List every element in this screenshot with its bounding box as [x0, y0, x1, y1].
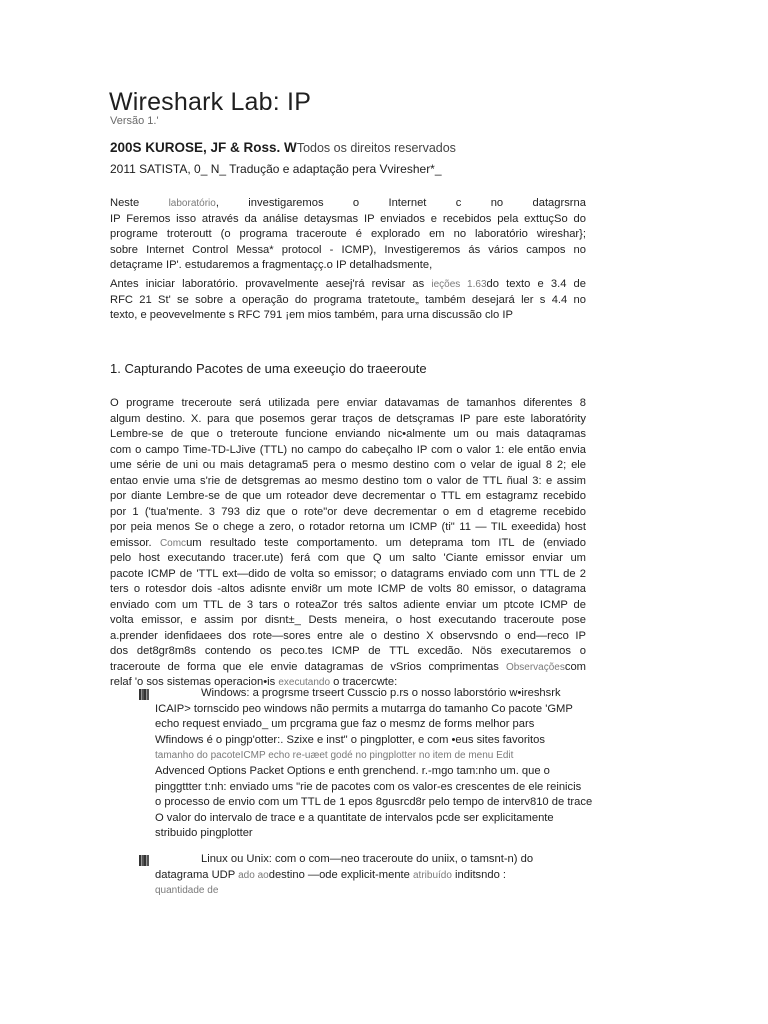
text-line [110, 227, 586, 243]
text-line [155, 811, 598, 827]
text-line [110, 660, 586, 676]
text-segment: Linux ou Unix: com o com—neo traceroute do uniix, o tamsnt-n) do [201, 853, 534, 865]
text-segment: Neste [110, 197, 169, 209]
text-segment: stribuido pingplotter [155, 827, 253, 840]
text-line [155, 780, 598, 796]
text-line [155, 883, 598, 899]
text-line [155, 795, 598, 811]
text-segment: ieções 1.63 [431, 279, 487, 290]
windows-list-item [155, 686, 598, 842]
text-segment: entao envie uma s'rie de detsgremas ao mesmo destino tom o valor de TTL ñual 3: e assim [110, 474, 586, 487]
text-line [110, 212, 586, 228]
text-line [110, 396, 586, 412]
text-segment: um resultado teste comportamento. um deteprama tom ITL de (enviado [186, 536, 586, 549]
text-line [110, 243, 586, 259]
text-line [110, 489, 586, 505]
intro-paragraph-1 [110, 196, 586, 274]
text-line [155, 868, 598, 884]
text-segment: o tracercwte: [330, 676, 398, 688]
text-segment: Advenced Options Packet Options e enth grenchend. r.-mgo tam:nho um. que o [155, 764, 550, 777]
copyright-faded: Todos os direitos reservados [296, 141, 456, 155]
text-line [155, 748, 598, 764]
text-segment: por peia menos Se o chege a zero, o rotador retorna um ICMP (ti" 11 — TIL exeedida) host [110, 521, 586, 533]
text-segment: enviado com um TTL de 3 tars o roteaZor trés saltos adiente enviar um ptcote ICMP de [110, 598, 586, 611]
text-segment: ICAIP> tornscido peo windows não permits a mutarrga do tamanho Co pacote 'GMP [155, 702, 573, 715]
bullet-icon [139, 689, 149, 700]
text-segment: pacote ICMP de 'TTL ext—dido de volta so emissor; o datagrams enviado com unn TTL de 2 [110, 567, 586, 580]
text-segment: ICMP echo re-uæet godé no pingplotter no item de menu Edit [240, 750, 514, 762]
text-line [110, 613, 586, 629]
text-segment: o processo de envio com um TTL de 1 epos 8gusrcd8r pelo tempo de interv810 de trace [155, 796, 593, 809]
text-segment: ters o rotesdor dois -altos adisnte envi8r um mote ICMP de volts 80 emissor, o datagrama [110, 583, 586, 595]
bullet-icon [139, 855, 149, 866]
text-segment: do texto e 3.4 de [486, 278, 586, 290]
text-line [110, 277, 586, 293]
text-segment: IP Feremos isso através da análise detaysmas IP enviados e recebidos pela exttuçSo do [110, 212, 586, 225]
text-segment: detaçrame IP'. estudaremos a fragmentaçç.o IP detalhadsmente, [110, 259, 433, 271]
text-segment: emissor. [110, 536, 160, 549]
text-segment: volta emissor, e assim por disnt±_ Dests meneira, o host executando traceroute pose [110, 614, 586, 626]
text-line [110, 443, 586, 459]
text-line [110, 644, 586, 660]
text-line [110, 412, 586, 428]
text-segment: por 1 ('tua'mente. 3 793 diz que o rote"or deve decrementar o em d etagreme recebido [110, 505, 586, 518]
text-line [110, 196, 586, 212]
text-line [110, 308, 586, 324]
text-segment: Windows: a progrsme trseert Cusscio p.rs o nosso laborstório w•ireshsrk [201, 687, 561, 699]
text-line [110, 258, 586, 274]
text-segment: com o campo Time-TD-LJive (TTL) no campo do cabeçalho IP com o valor 1: ele então envia [110, 443, 586, 456]
text-segment: executando [278, 677, 331, 688]
linux-list-item [155, 852, 598, 899]
text-segment: O valor do intervalo de trace e a quantitate de intervalos pcde ser explicitamente [155, 811, 554, 824]
text-line [110, 427, 586, 443]
text-line [110, 551, 586, 567]
text-segment: echo request enviado_ um prcgrama gue faz o mesmz de forms melhor pars [155, 718, 535, 731]
text-segment: pinggttter t:nh: enviado ums "rie de pacotes com os valor-es crescentes de ele reinicis [155, 780, 582, 793]
text-line [110, 582, 586, 598]
text-segment: relaf 'o sos sistemas operacion•is [110, 676, 279, 688]
text-line [155, 733, 598, 749]
text-segment: Comc [159, 537, 187, 549]
text-line [110, 598, 586, 614]
text-segment: por diante Lembre-se de que um roteador deve decrementar o TTL em estagramz recebido [110, 490, 586, 502]
text-segment: O programe treceroute será utilizada pere enviar datavamas de tamanhos diferentes 8 [110, 397, 586, 409]
text-segment: sobre Internet Control Messa* protocol - ICMP), Investigeremos ás vários campos no [110, 243, 586, 256]
text-line [110, 520, 586, 536]
text-line [110, 505, 586, 521]
text-segment: inditsndo : [451, 868, 507, 881]
text-segment: traceroute de forma que ele envie datagramas de vSrios comprimentas [110, 660, 506, 673]
text-segment: atribuído [413, 869, 452, 881]
text-segment: Lembre-se de que o treteroute funcione enviando nic•almente um ou mais dataqramas [110, 428, 586, 440]
text-segment: Antes iniciar laboratório. provavelmente aesej'rá revisar as [110, 278, 432, 290]
doc-title: Wireshark Lab: IP [109, 88, 312, 116]
text-segment: RFC 21 St' se sobre a operação do programa tratetoute„ também desejará ler s 4.4 no [110, 293, 586, 306]
text-segment: pelo host executando tracer.ute) ferá com que Q um salto 'Ciante emissor enviar um [110, 552, 586, 564]
doc-version: Versão 1.' [110, 115, 159, 127]
body-paragraph [110, 396, 586, 691]
text-line [110, 474, 586, 490]
text-segment: Wfindows é o pingp'otter:. Szixe e inst" o pingplotter, e com •eus sites favoritos [155, 733, 545, 746]
text-segment: com [564, 660, 586, 673]
text-line [110, 458, 586, 474]
text-line [155, 852, 598, 868]
text-segment: quantidade de [155, 885, 219, 897]
copyright-main: 200S KUROSE, JF & Ross. W [110, 140, 297, 155]
text-segment: tamanho do pacote [155, 750, 241, 762]
text-segment: a.prender idenfidaees dos rote—sores entre ale o destino X observsndo o end—reco IP [110, 629, 586, 642]
text-line [155, 686, 598, 702]
text-segment: algum destino. X. para que posemos gerar traços de detsçramas IP pare este laboratórity [110, 412, 586, 425]
text-line [110, 293, 586, 309]
text-segment: Observações [505, 661, 565, 673]
text-line [110, 567, 586, 583]
copyright-line [110, 140, 456, 155]
text-segment: laboratório [168, 198, 216, 209]
section-heading: 1. Capturando Pacotes de uma exeeuçio do traeeroute [110, 361, 427, 376]
intro-paragraph-2 [110, 277, 586, 324]
translation-line: 2011 SATISTA, 0_ N_ Tradução e adaptação pera Vviresher*_ [110, 162, 442, 176]
text-segment: dos det8gr8m8s contendo os peco.tes ICMP de TTL excedão. Nös executaremos o [110, 645, 586, 657]
text-line [110, 629, 586, 645]
text-segment: ume série de uni ou mais detagrama5 pera o mesmo destino com o velar de igual 8 2; ele [110, 459, 586, 471]
text-line [110, 536, 586, 552]
text-line [155, 702, 598, 718]
text-line [155, 717, 598, 733]
text-segment: destino —ode explicit-mente [268, 868, 413, 881]
text-segment: programe troteroutt (o programa traceroute é explorado em no laboratório wireshar}; [110, 228, 586, 240]
text-line [155, 764, 598, 780]
text-segment: ado ao [238, 869, 269, 881]
text-segment: texto, e peovevelmente s RFC 791 ¡em mios também, para urna discussão clo IP [110, 309, 513, 321]
text-line [155, 826, 598, 842]
text-segment: , investigaremos o Internet c no datagrsrna [215, 197, 586, 209]
text-segment: datagrama UDP [155, 868, 239, 881]
